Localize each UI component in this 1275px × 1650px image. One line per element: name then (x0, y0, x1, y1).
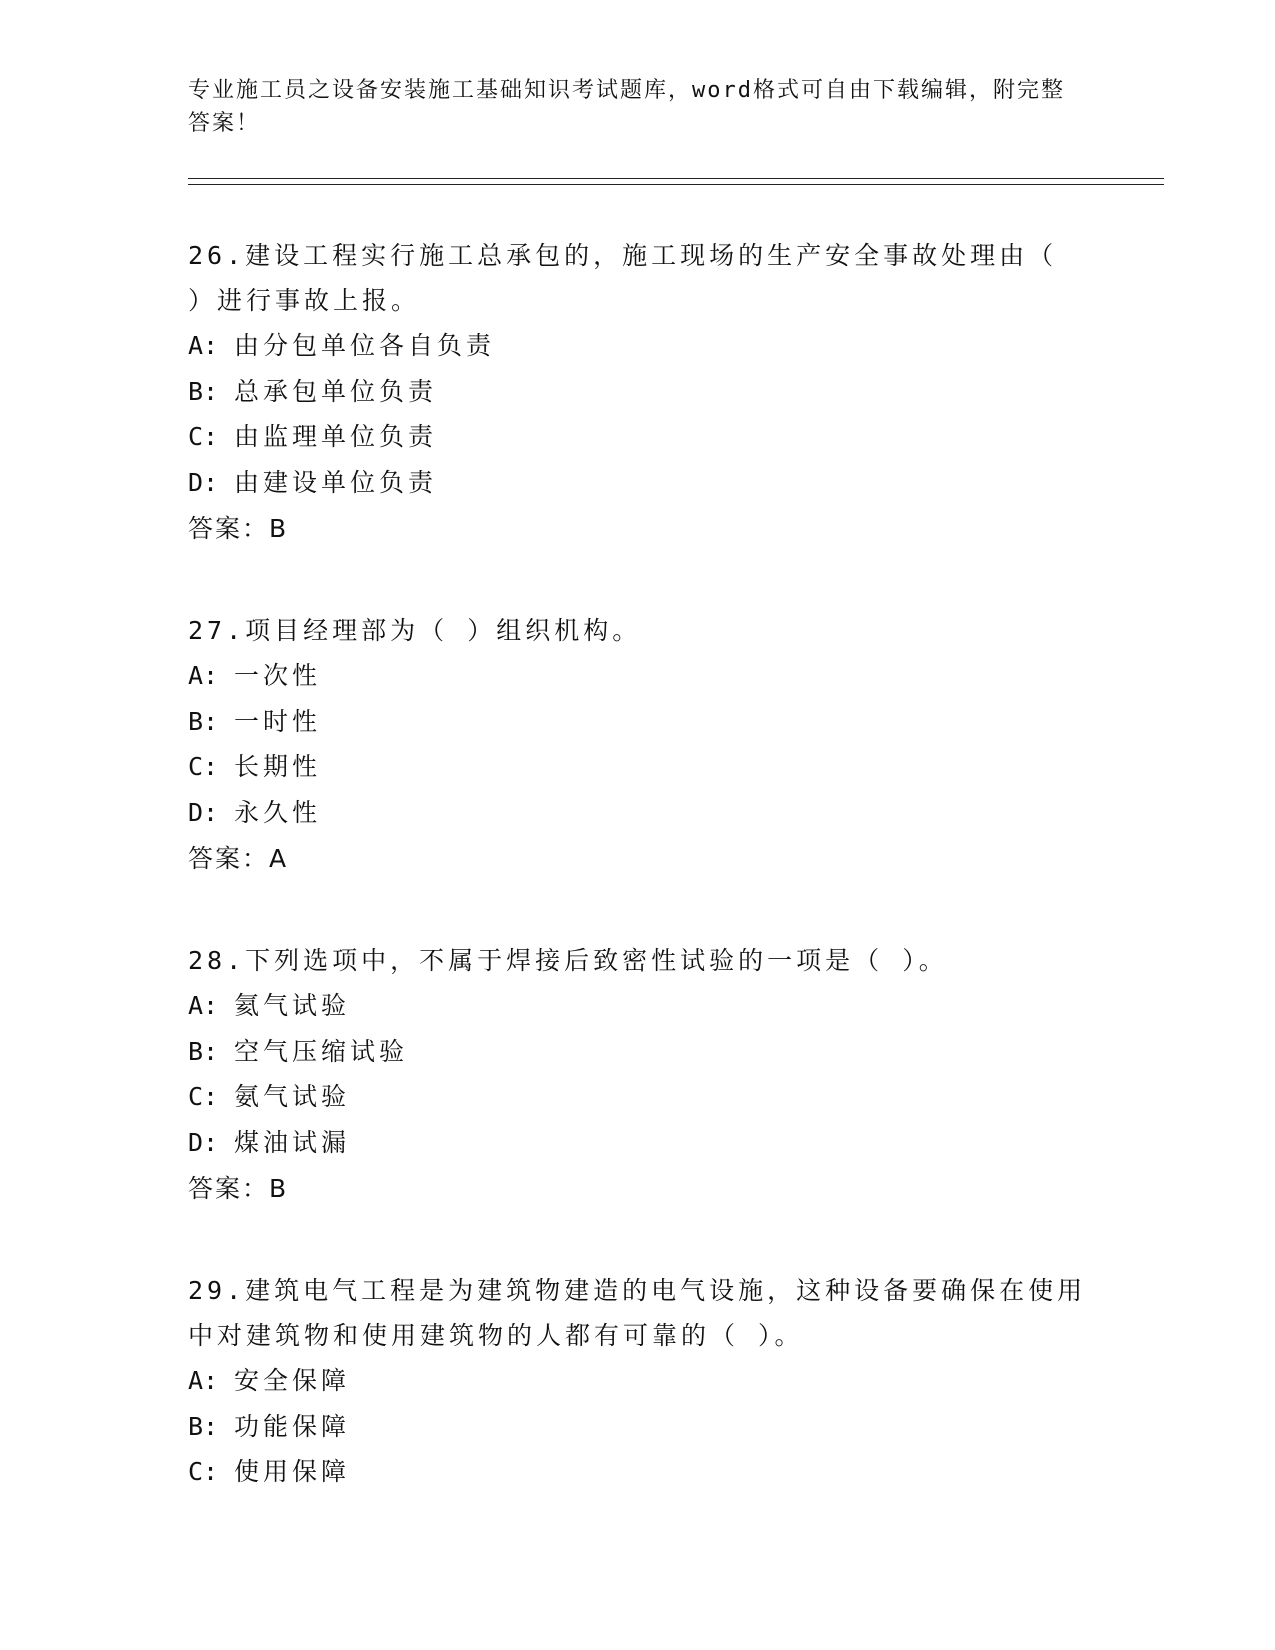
option-b (188, 1404, 1088, 1450)
option-b (188, 369, 1088, 415)
option-letter: B: (188, 706, 219, 736)
question-stem: 29.建筑电气工程是为建筑物建造的电气设施，这种设备要确保在使用中对建筑物和使用建筑物的人都有可靠的（ ）。 (188, 1276, 1087, 1350)
option-b (188, 1029, 1088, 1075)
option-text: 使用保障 (234, 1457, 351, 1486)
option-b (188, 699, 1088, 745)
option-text: 长期性 (234, 752, 322, 781)
answer-line: 答案：A (188, 844, 289, 873)
option-text: 空气压缩试验 (234, 1036, 409, 1066)
option-letter: A: (188, 991, 219, 1020)
question-29 (188, 1268, 1088, 1495)
question-list (188, 233, 1088, 1495)
question-27 (188, 608, 1088, 881)
answer-line: 答案：B (188, 514, 289, 543)
option-text: 由建设单位负责 (234, 467, 438, 497)
option-letter: D: (188, 797, 219, 827)
option-text: 氨气试验 (234, 1082, 351, 1111)
option-text: 由分包单位各自负责 (234, 331, 496, 360)
option-c (188, 414, 1088, 460)
option-letter: B: (188, 1411, 219, 1441)
option-text: 功能保障 (234, 1411, 351, 1441)
option-text: 总承包单位负责 (234, 376, 438, 406)
option-d (188, 460, 1088, 506)
option-letter: A: (188, 331, 219, 360)
option-letter: C: (188, 1082, 219, 1111)
question-stem: 26.建设工程实行施工总承包的，施工现场的生产安全事故处理由（ ）进行事故上报。 (188, 241, 1058, 315)
option-text: 氦气试验 (234, 991, 351, 1020)
option-letter: A: (188, 1366, 219, 1395)
option-d (188, 790, 1088, 836)
option-text: 安全保障 (234, 1366, 351, 1395)
option-letter: D: (188, 467, 219, 497)
option-text: 由监理单位负责 (234, 422, 438, 451)
option-letter: B: (188, 1036, 219, 1066)
option-a (188, 1358, 1088, 1404)
option-d (188, 1120, 1088, 1166)
option-a (188, 323, 1088, 369)
header-double-rule (188, 178, 1164, 185)
option-text: 一次性 (234, 661, 322, 690)
document-header: 专业施工员之设备安装施工基础知识考试题库，word格式可自由下载编辑，附完整答案！ (188, 78, 1065, 136)
option-a (188, 653, 1088, 699)
option-letter: C: (188, 1457, 219, 1486)
option-letter: D: (188, 1127, 219, 1157)
option-letter: A: (188, 661, 219, 690)
question-stem: 27.项目经理部为（ ）组织机构。 (188, 616, 642, 645)
option-text: 永久性 (234, 797, 322, 827)
option-a (188, 983, 1088, 1029)
question-28 (188, 938, 1088, 1211)
option-c (188, 1074, 1088, 1120)
option-text: 一时性 (234, 706, 322, 736)
option-text: 煤油试漏 (234, 1127, 351, 1157)
option-c (188, 744, 1088, 790)
option-letter: B: (188, 376, 219, 406)
question-stem: 28.下列选项中，不属于焊接后致密性试验的一项是（ ）。 (188, 946, 948, 975)
option-letter: C: (188, 752, 219, 781)
answer-line: 答案：B (188, 1174, 289, 1203)
question-26 (188, 233, 1088, 551)
option-c (188, 1449, 1088, 1495)
option-letter: C: (188, 422, 219, 451)
